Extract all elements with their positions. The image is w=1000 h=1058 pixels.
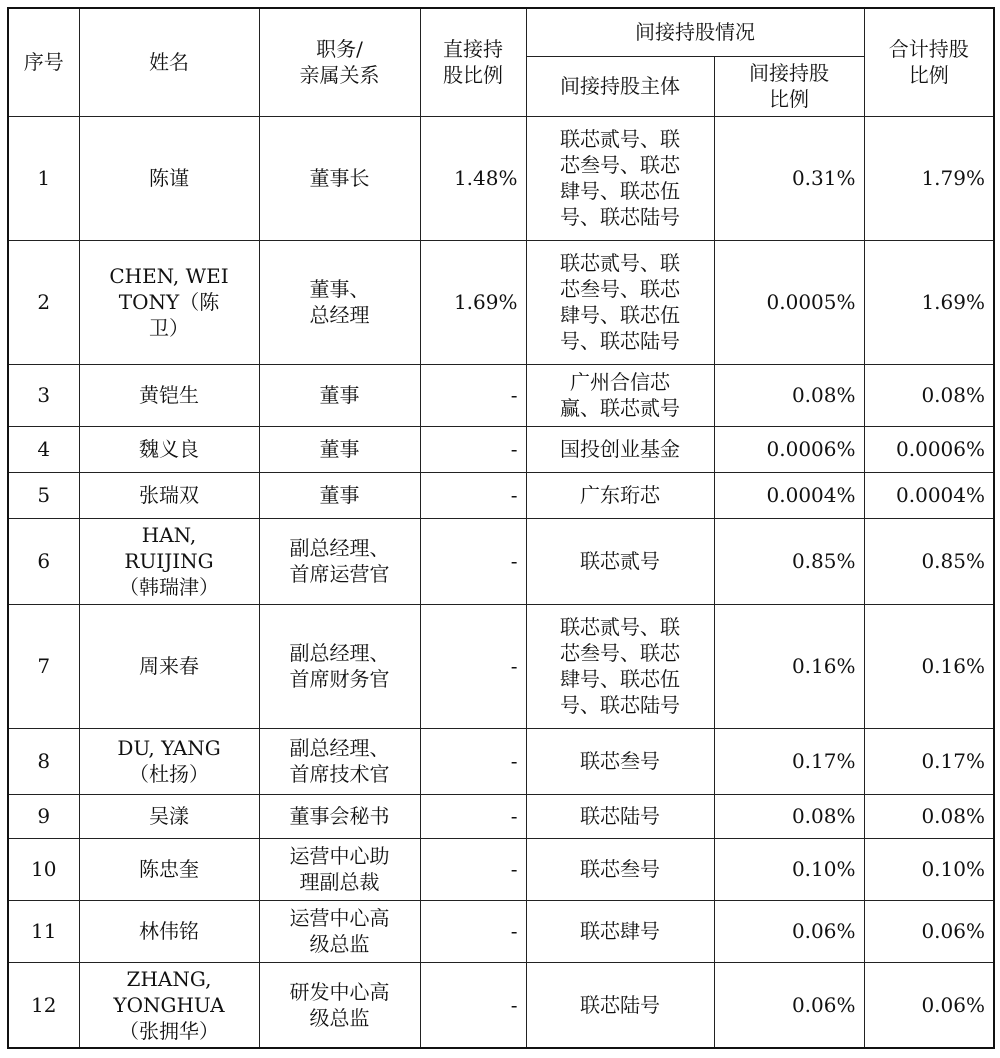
row-indirect-entity-cell: 广州合信芯 赢、联芯贰号 [526,364,714,426]
table-body [8,116,994,1048]
row-position-cell: 运营中心高 级总监 [259,900,420,962]
row-direct-ratio-cell: - [420,962,526,1048]
header-indirect-entity: 间接持股主体 [526,56,714,116]
table-row [8,604,994,728]
row-direct-ratio-cell: 1.48% [420,116,526,240]
row-total-ratio-cell: 1.69% [864,240,994,364]
row-total-ratio-cell: 0.08% [864,794,994,838]
row-no-cell: 6 [8,518,79,604]
row-indirect-ratio-cell: 0.16% [714,604,864,728]
row-position-cell: 运营中心助 理副总裁 [259,838,420,900]
table-row [8,794,994,838]
row-position-cell: 副总经理、 首席财务官 [259,604,420,728]
row-position-cell: 董事、 总经理 [259,240,420,364]
row-no-cell: 11 [8,900,79,962]
row-no-cell: 4 [8,426,79,472]
row-total-ratio-cell: 0.85% [864,518,994,604]
row-no-cell: 10 [8,838,79,900]
row-direct-ratio-cell: - [420,518,526,604]
row-name-cell: ZHANG, YONGHUA （张拥华） [79,962,259,1048]
header-direct-ratio: 直接持 股比例 [420,8,526,116]
row-direct-ratio-cell: - [420,728,526,794]
table-row [8,900,994,962]
row-total-ratio-cell: 0.0004% [864,472,994,518]
row-indirect-entity-cell: 联芯叁号 [526,838,714,900]
row-direct-ratio-cell: - [420,426,526,472]
row-no-cell: 1 [8,116,79,240]
table-row [8,518,994,604]
header-no: 序号 [8,8,79,116]
row-indirect-entity-cell: 联芯贰号、联 芯叁号、联芯 肆号、联芯伍 号、联芯陆号 [526,116,714,240]
row-direct-ratio-cell: - [420,472,526,518]
row-name-cell: 张瑞双 [79,472,259,518]
row-position-cell: 董事 [259,426,420,472]
table-row [8,838,994,900]
row-indirect-ratio-cell: 0.0006% [714,426,864,472]
row-no-cell: 5 [8,472,79,518]
row-no-cell: 3 [8,364,79,426]
row-indirect-entity-cell: 联芯陆号 [526,962,714,1048]
row-indirect-entity-cell: 联芯肆号 [526,900,714,962]
row-total-ratio-cell: 0.10% [864,838,994,900]
row-position-cell: 副总经理、 首席运营官 [259,518,420,604]
row-indirect-ratio-cell: 0.08% [714,364,864,426]
row-indirect-entity-cell: 联芯叁号 [526,728,714,794]
header-position: 职务/ 亲属关系 [259,8,420,116]
row-position-cell: 董事 [259,472,420,518]
row-indirect-ratio-cell: 0.85% [714,518,864,604]
row-position-cell: 研发中心高 级总监 [259,962,420,1048]
row-no-cell: 8 [8,728,79,794]
row-name-cell: 魏义良 [79,426,259,472]
row-total-ratio-cell: 0.08% [864,364,994,426]
shareholding-table [7,7,995,1049]
row-position-cell: 董事会秘书 [259,794,420,838]
row-name-cell: 周来春 [79,604,259,728]
row-total-ratio-cell: 0.16% [864,604,994,728]
row-direct-ratio-cell: - [420,364,526,426]
row-direct-ratio-cell: - [420,900,526,962]
table-row [8,962,994,1048]
row-indirect-ratio-cell: 0.06% [714,900,864,962]
row-no-cell: 12 [8,962,79,1048]
table-row [8,240,994,364]
row-total-ratio-cell: 0.06% [864,900,994,962]
row-direct-ratio-cell: - [420,794,526,838]
row-indirect-ratio-cell: 0.10% [714,838,864,900]
row-indirect-entity-cell: 广东珩芯 [526,472,714,518]
row-position-cell: 董事长 [259,116,420,240]
row-indirect-ratio-cell: 0.0004% [714,472,864,518]
table-row [8,116,994,240]
row-total-ratio-cell: 0.06% [864,962,994,1048]
row-no-cell: 9 [8,794,79,838]
row-name-cell: 林伟铭 [79,900,259,962]
row-indirect-ratio-cell: 0.06% [714,962,864,1048]
row-no-cell: 2 [8,240,79,364]
row-indirect-entity-cell: 联芯贰号、联 芯叁号、联芯 肆号、联芯伍 号、联芯陆号 [526,240,714,364]
row-indirect-ratio-cell: 0.0005% [714,240,864,364]
row-position-cell: 副总经理、 首席技术官 [259,728,420,794]
row-direct-ratio-cell: - [420,838,526,900]
header-name: 姓名 [79,8,259,116]
row-name-cell: 陈忠奎 [79,838,259,900]
row-indirect-entity-cell: 联芯贰号、联 芯叁号、联芯 肆号、联芯伍 号、联芯陆号 [526,604,714,728]
row-indirect-entity-cell: 联芯贰号 [526,518,714,604]
row-total-ratio-cell: 0.0006% [864,426,994,472]
table-row [8,426,994,472]
row-name-cell: HAN, RUIJING （韩瑞津） [79,518,259,604]
row-total-ratio-cell: 1.79% [864,116,994,240]
row-name-cell: 陈谨 [79,116,259,240]
row-indirect-ratio-cell: 0.31% [714,116,864,240]
table-row [8,364,994,426]
table-row [8,472,994,518]
header-total-ratio: 合计持股 比例 [864,8,994,116]
table-row [8,728,994,794]
row-name-cell: DU, YANG （杜扬） [79,728,259,794]
row-indirect-ratio-cell: 0.17% [714,728,864,794]
row-name-cell: 黄铠生 [79,364,259,426]
row-name-cell: CHEN, WEI TONY（陈 卫） [79,240,259,364]
row-total-ratio-cell: 0.17% [864,728,994,794]
row-indirect-ratio-cell: 0.08% [714,794,864,838]
row-name-cell: 吴漾 [79,794,259,838]
header-indirect-group: 间接持股情况 [526,8,864,56]
header-indirect-ratio: 间接持股 比例 [714,56,864,116]
row-indirect-entity-cell: 国投创业基金 [526,426,714,472]
row-no-cell: 7 [8,604,79,728]
row-indirect-entity-cell: 联芯陆号 [526,794,714,838]
row-direct-ratio-cell: - [420,604,526,728]
row-direct-ratio-cell: 1.69% [420,240,526,364]
row-position-cell: 董事 [259,364,420,426]
